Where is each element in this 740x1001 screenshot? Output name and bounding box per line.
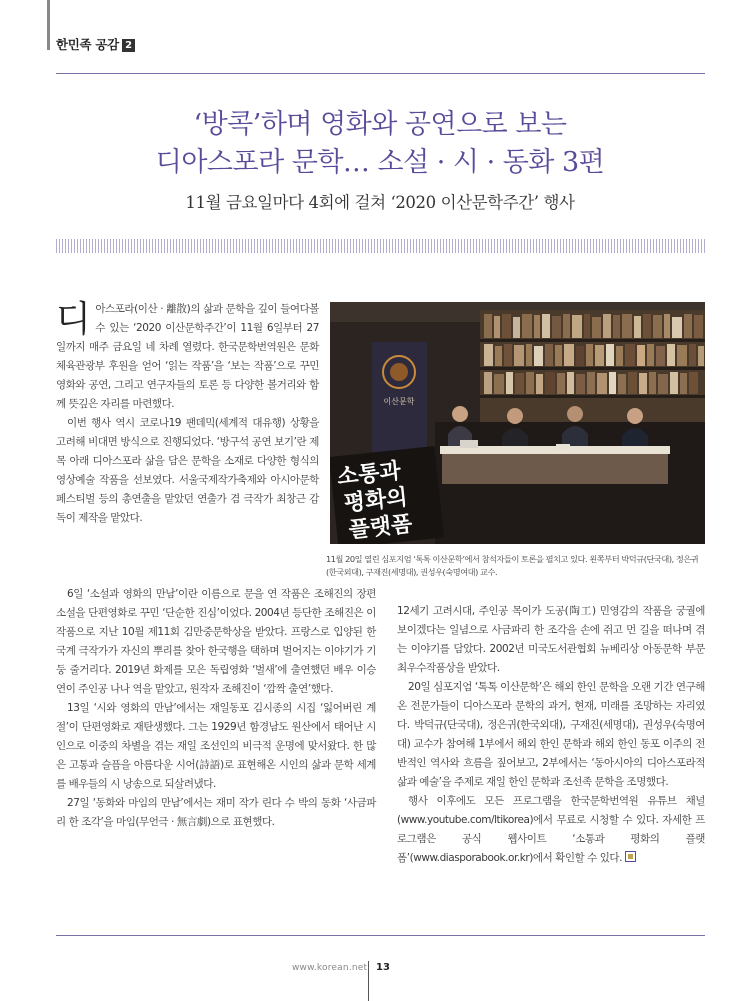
footer-separator [368,961,369,1001]
sign-line-1: 소통과 [335,458,402,491]
footer-url: www.korean.net [292,963,368,973]
paragraph-8-text: 행사 이후에도 모든 프로그램을 한국문학번역원 유튜브 채널(www.youtube.com/ltikorea)에서 무료로 시청할 수 있다. 자세한 프로그램은 공식 웹사이트 ‘소통과 평화의 플랫폼’(www.diasporabook.or.kr)에서 확인할 수 있다. [397,795,705,864]
photo-illustration [330,302,705,544]
paragraph-4: 13일 ‘시와 영화의 만남’에서는 재일동포 김시종의 시집 ‘잃어버린 계절’이 단편영화로 재탄생했다. 그는 1929년 함경남도 원산에서 태어난 시인으로 이중의 차별을 겪는 재일 조선인의 비극적 운명에 맞서왔다. 한 많은 고통과 슬픔을 아름다운 시어(詩語)로 표현해온 시인의 삶과 문학 세계를 배우들의 시 낭송으로 되살려냈다. [56,702,376,790]
column-1-top [56,300,319,528]
title-line-2: 디아스포라 문학… 소설 · 시 · 동화 3편 [155,147,605,178]
paragraph-3: 6일 ‘소설과 영화의 만남’이란 이름으로 문을 연 작품은 조해진의 장편소설을 단편영화로 꾸민 ‘단순한 진심’이었다. 2004년 등단한 조해진은 이 작품으로 지난 10월 제11회 김만중문학상을 받았다. 프랑스로 입양된 한국계 극작가가 자신의 뿌리를 찾아 한국행을 택하며 벌어지는 이야기가 기둥 줄거리다. 2019년 화제를 모은 독립영화 ‘벌새’에 출연했던 배우 이승연이 주인공 나나 역을 맡았고, 원작자 조해진이 ‘깜짝 출연’했다. [56,588,376,695]
sign-line-3: 플랫폼 [347,511,414,544]
title-line-1: ‘방콕’하며 영화와 공연으로 보는 [193,109,567,140]
section-number-badge: 2 [122,39,135,52]
paragraph-6: 12세기 고려시대, 주인공 목이가 도공(陶工) 민영감의 작품을 궁궐에 보이겠다는 일념으로 사금파리 한 조각을 손에 쥐고 먼 길을 떠나며 겪는 이야기를 담았다. 2002년 미국도서관협회 뉴베리상 아동문학 부문 최우수작품상을 받았다. [397,605,705,674]
paragraph-7: 20일 심포지엄 ‘톡톡 이산문학’은 해외 한인 문학을 오랜 기간 연구해온 전문가들이 디아스포라 문학의 과거, 현재, 미래를 조망하는 자리였다. 박덕규(단국대), 정은귀(한국외대), 구재진(세명대), 권성우(숙명여대) 교수가 참여해 1부에서 해외 한인 문학과 해외 한인 동포 이주의 전반적인 역사와 흐름을 짚어보고, 2부에서는 ‘동아시아의 디아스포라적 삶과 예술’을 주제로 재일 한인 문학과 조선족 문학을 조명했다. [397,681,705,788]
article-subtitle: 11월 금요일마다 4회에 걸쳐 ‘2020 이산문학주간’ 행사 [185,193,575,212]
column-2 [397,602,705,868]
column-1-bottom [56,585,376,832]
article-title [40,106,720,182]
article-end-icon [625,851,636,862]
paragraph-2: 이번 행사 역시 코로나19 팬데믹(세계적 대유행) 상황을 고려해 비대면 방식으로 진행되었다. ‘방구석 공연 보기’란 제목 아래 디아스포라 삶을 담은 문학을 소재로 다양한 형식의 영상예술 작품을 선보였다. 서울국제작가축제와 아시아문학페스티벌 등의 총연출을 맡았던 연출가 겸 극작가 최창근 감독이 제작을 맡았다. [56,417,319,524]
paragraph-5: 27일 ‘동화와 마임의 만남’에서는 재미 작가 린다 수 박의 동화 ‘사금파리 한 조각’을 마임(무언극 · 無言劇)으로 표현했다. [56,797,376,828]
photo-caption: 11월 20일 열린 심포지엄 ‘톡톡 이산문학’에서 참석자들이 토론을 펼치고 있다. 왼쪽부터 박덕규(단국대), 정은귀(한국외대), 구재진(세명대), 권성우(숙명여대) 교수. [326,554,699,577]
symposium-photo [330,302,705,544]
page-edge-rule [47,0,50,50]
footer-divider [56,935,705,936]
platform-sign [330,446,444,544]
banner-text: 이산문학 [383,397,415,406]
banner-stand [372,342,427,452]
paragraph-1-text: 아스포라(이산 · 離散)의 삶과 문학을 깊이 들여다볼 수 있는 ‘2020 이산문학주간’이 11월 6일부터 27일까지 매주 금요일 네 차례 열렸다. 한국문학번역원은 문화체육관광부 후원을 얻어 ‘읽는 작품’을 ‘보는 작품’으로 꾸민 영화와 공연, 그리고 연구자들의 토론 등 다양한 볼거리와 함께 뜻깊은 자리를 마련했다. [56,303,319,410]
drop-cap: 디 [56,299,91,340]
paragraph-8 [397,792,705,868]
decorative-stripe [56,239,705,253]
sign-line-2: 평화의 [342,485,409,517]
paragraph-1 [56,300,319,414]
section-name: 한민족 공감 [56,37,119,52]
header-divider [56,73,705,74]
page-number: 13 [376,962,390,973]
section-label [56,35,135,53]
